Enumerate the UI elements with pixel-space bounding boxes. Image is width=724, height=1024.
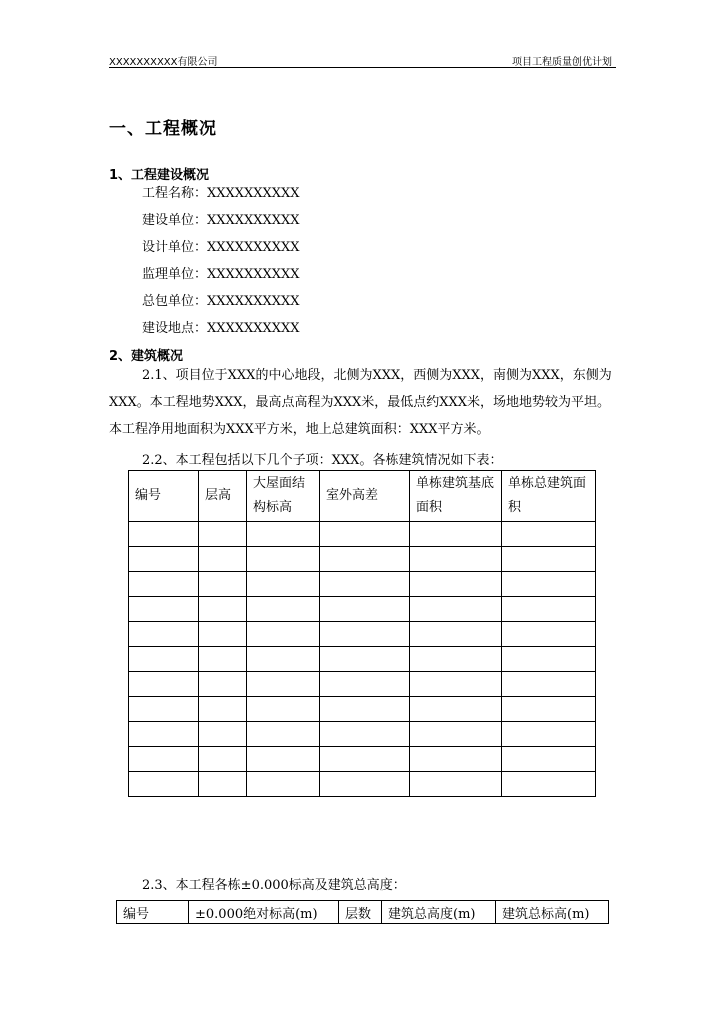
elevation-table	[116, 900, 609, 924]
table-row	[129, 772, 596, 797]
info-project-name: 工程名称：XXXXXXXXXX	[142, 186, 300, 201]
table-row	[129, 572, 596, 597]
table-row	[129, 672, 596, 697]
paragraph-site-description: 2.1、项目位于XXX的中心地段，北侧为XXX，西侧为XXX，南侧为XXX，东侧为XXX。本工程地势XXX，最高点高程为XXX米，最低点约XXX米，场地地势较为平坦。本工程净用地面积为XXX平方米，地上总建筑面积：XXX平方米。	[109, 368, 612, 437]
table-row	[129, 722, 596, 747]
info-contractor: 总包单位：XXXXXXXXXX	[142, 294, 300, 309]
table-row	[129, 697, 596, 722]
table-row	[129, 747, 596, 772]
table-header-cell: 单栋总建筑面积	[502, 471, 596, 522]
table-header-cell: 大屋面结构标高	[247, 471, 320, 522]
table-header-cell: 室外高差	[320, 471, 410, 522]
table-header-cell: 单栋建筑基底面积	[410, 471, 502, 522]
info-supervisor: 监理单位：XXXXXXXXXX	[142, 267, 300, 282]
table-row	[129, 647, 596, 672]
building-info-table	[128, 470, 596, 797]
table-header-row	[117, 901, 609, 924]
info-location: 建设地点：XXXXXXXXXX	[142, 321, 300, 336]
table-header-cell: 编号	[129, 471, 199, 522]
info-designer: 设计单位：XXXXXXXXXX	[142, 240, 300, 255]
paragraph-subprojects: 2.2、本工程包括以下几个子项：XXX。各栋建筑情况如下表：	[142, 453, 503, 468]
header-divider	[109, 67, 616, 68]
info-developer: 建设单位：XXXXXXXXXX	[142, 213, 300, 228]
table-header-cell: 层高	[199, 471, 247, 522]
paragraph-elevation-heading: 2.3、本工程各栋±0.000标高及建筑总高度：	[142, 878, 406, 893]
table-row	[129, 622, 596, 647]
header-doc-title: 项目工程质量创优计划	[512, 57, 612, 68]
table-header-cell: 层数	[339, 901, 382, 924]
subsection-title-building: 2、建筑概况	[109, 349, 184, 364]
table-row	[129, 522, 596, 547]
table-row	[129, 547, 596, 572]
section-title-overview: 一、工程概况	[109, 119, 217, 139]
table-header-cell: ±0.000绝对标高(m)	[189, 901, 339, 924]
subsection-title-construction: 1、工程建设概况	[109, 168, 210, 183]
table-header-cell: 建筑总标高(m)	[496, 901, 609, 924]
table-row	[129, 597, 596, 622]
header-company: XXXXXXXXXX有限公司	[109, 57, 218, 68]
table-header-cell: 编号	[117, 901, 189, 924]
table-header-cell: 建筑总高度(m)	[382, 901, 496, 924]
table-header-row	[129, 471, 596, 522]
